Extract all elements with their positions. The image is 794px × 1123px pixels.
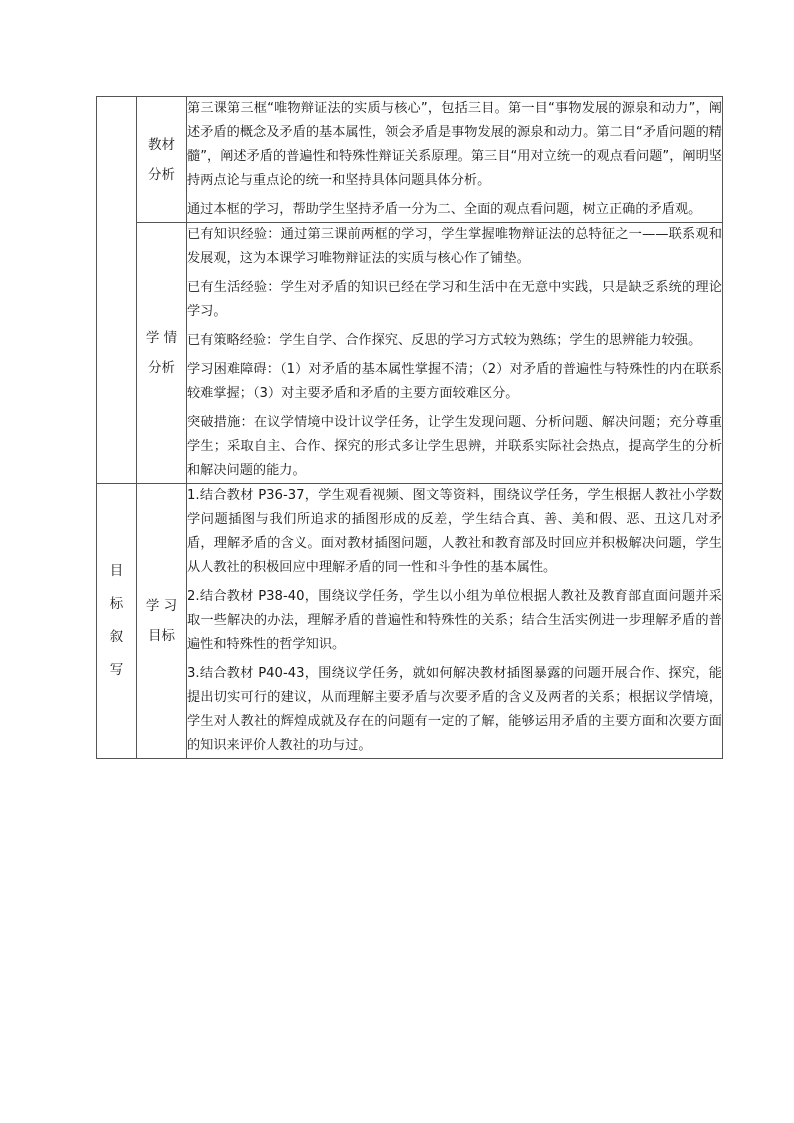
paragraph: 2.结合教材 P38-40，围绕议学任务，学生以小组为单位根据人教社及教育部直面问题并采取一些解决的办法，理解矛盾的普遍性和特殊性的关系；结合生活实例进一步理解矛盾的普遍性和特殊性的哲学知识。 bbox=[187, 589, 722, 652]
paragraph: 已有策略经验：学生自学、合作探究、反思的学习方式较为熟练；学生的思辨能力较强。 bbox=[187, 333, 702, 348]
group-label-goal-writing: 目 标 叙 写 bbox=[97, 484, 137, 759]
label-student-analysis: 学 情 分析 bbox=[137, 223, 187, 484]
content-learning-goals bbox=[187, 484, 723, 759]
group-cell-empty bbox=[97, 97, 137, 484]
paragraph: 通过本框的学习，帮助学生坚持矛盾一分为二、全面的观点看问题，树立正确的矛盾观。 bbox=[187, 202, 702, 217]
paragraph: 突破措施：在议学情境中设计议学任务，让学生发现问题、分析问题、解决问题；充分尊重学生；采取自主、合作、探究的形式多让学生思辨，并联系实际社会热点，提高学生的分析和解决问题的能力。 bbox=[187, 415, 722, 478]
paragraph: 已有知识经验：通过第三课前两框的学习，学生掌握唯物辩证法的总特征之一——联系观和发展观，这为本课学习唯物辩证法的实质与核心作了铺垫。 bbox=[187, 227, 722, 266]
row-learning-goals bbox=[97, 484, 723, 759]
paragraph: 第三课第三框“唯物辩证法的实质与核心”，包括三目。第一目“事物发展的源泉和动力”，阐述矛盾的概念及矛盾的基本属性，领会矛盾是事物发展的源泉和动力。第二目“矛盾问题的精髓”，阐述矛盾的普遍性和特殊性辩证关系原理。第三目“用对立统一的观点看问题”，阐明坚持两点论与重点论的统一和坚持具体问题具体分析。 bbox=[187, 101, 722, 188]
paragraph: 学习困难障碍：（1）对矛盾的基本属性掌握不清；（2）对矛盾的普遍性与特殊性的内在联系较难掌握；（3）对主要矛盾和矛盾的主要方面较难区分。 bbox=[187, 362, 722, 401]
content-textbook-analysis bbox=[187, 97, 723, 223]
paragraph: 3.结合教材 P40-43，围绕议学任务，就如何解决教材插图暴露的问题开展合作、探究，能提出切实可行的建议，从而理解主要矛盾与次要矛盾的含义及两者的关系；根据议学情境，学生对人教社的辉煌成就及存在的问题有一定的了解，能够运用矛盾的主要方面和次要方面的知识来评价人教社的功与过。 bbox=[187, 666, 722, 753]
paragraph: 1.结合教材 P36-37，学生观看视频、图文等资料，围绕议学任务，学生根据人教社小学数学问题插图与我们所追求的插图形成的反差，学生结合真、善、美和假、恶、丑这几对矛盾，理解矛盾的含义。面对教材插图问题，人教社和教育部及时回应并积极解决问题，学生从人教社的积极回应中理解矛盾的同一性和斗争性的基本属性。 bbox=[187, 488, 722, 575]
row-student-analysis bbox=[97, 223, 723, 484]
label-textbook-analysis: 教材 分析 bbox=[137, 97, 187, 223]
content-student-analysis bbox=[187, 223, 723, 484]
label-learning-goals: 学 习 目标 bbox=[137, 484, 187, 759]
lesson-plan-table bbox=[96, 96, 723, 759]
paragraph: 已有生活经验：学生对矛盾的知识已经在学习和生活中在无意中实践，只是缺乏系统的理论学习。 bbox=[187, 280, 722, 319]
row-textbook-analysis bbox=[97, 97, 723, 223]
